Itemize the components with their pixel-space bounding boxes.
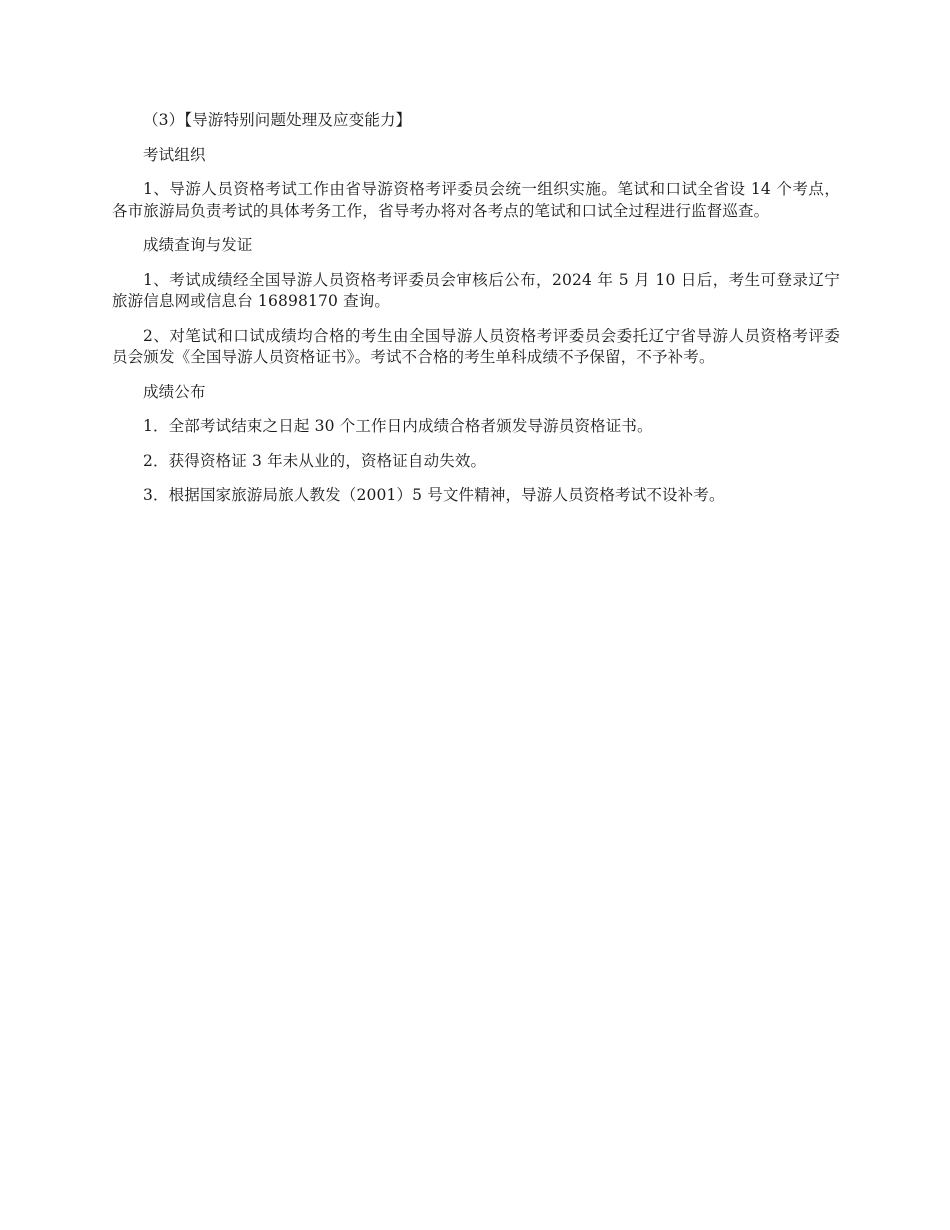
score-query-item-2: 2、对笔试和口试成绩均合格的考生由全国导游人员资格考评委员会委托辽宁省导游人员资格考评委员会颁发《全国导游人员资格证书》。考试不合格的考生单科成绩不予保留，不予补考。 xyxy=(112,326,840,366)
score-publish-item-3: 3．根据国家旅游局旅人教发（2001）5 号文件精神，导游人员资格考试不设补考。 xyxy=(143,486,725,504)
score-publish-item-2: 2．获得资格证 3 年未从业的，资格证自动失效。 xyxy=(143,451,487,470)
score-publish-item-1: 1．全部考试结束之日起 30 个工作日内成绩合格者颁发导游员资格证书。 xyxy=(143,417,653,435)
exam-organization-heading: 考试组织 xyxy=(143,145,206,164)
exam-organization-item-1: 1、导游人员资格考试工作由省导游资格考评委员会统一组织实施。笔试和口试全省设 14 个考点，各市旅游局负责考试的具体考务工作，省导考办将对各考点的笔试和口试全过程进行监督巡查。 xyxy=(112,180,840,220)
section-3-title: （3）【导游特别问题处理及应变能力】 xyxy=(143,111,412,129)
document-page xyxy=(112,110,840,520)
score-query-item-1: 1、考试成绩经全国导游人员资格考评委员会审核后公布，2024 年 5 月 10 日后，考生可登录辽宁旅游信息网或信息台 16898170 查询。 xyxy=(112,270,840,310)
score-publish-heading: 成绩公布 xyxy=(143,382,206,401)
score-query-heading: 成绩查询与发证 xyxy=(143,236,253,254)
